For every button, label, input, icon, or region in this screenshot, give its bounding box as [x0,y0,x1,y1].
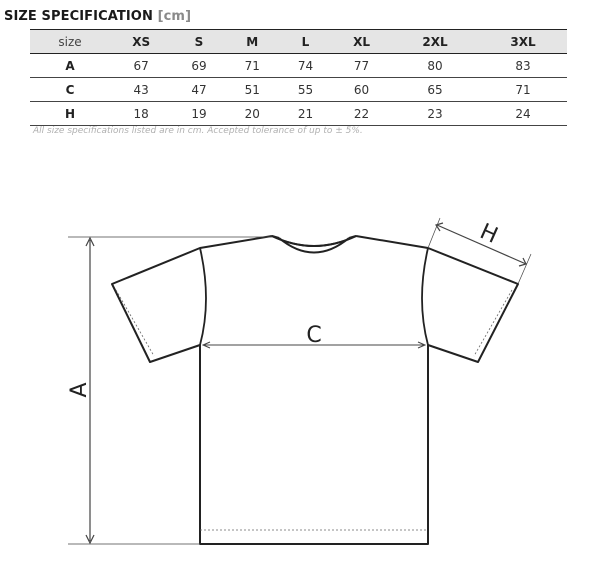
table-cell: 20 [226,102,279,126]
row-label: H [30,102,110,126]
table-cell: 71 [226,54,279,78]
dimension-a [68,237,272,544]
header-cell: 2XL [391,30,479,54]
table-cell: 21 [279,102,332,126]
header-cell: L [279,30,332,54]
table-cell: 77 [332,54,391,78]
tshirt-outline [112,236,518,544]
header-cell: M [226,30,279,54]
table-cell: 23 [391,102,479,126]
title-text: SIZE SPECIFICATION [4,9,153,24]
label-c: C [306,323,322,348]
dimension-h [428,218,531,284]
row-label: C [30,78,110,102]
table-cell: 19 [172,102,225,126]
table-cell: 43 [110,78,172,102]
title-unit: [cm] [157,9,192,24]
table-cell: 47 [172,78,225,102]
header-cell: XL [332,30,391,54]
table-cell: 65 [391,78,479,102]
label-a: A [67,382,92,398]
table-cell: 69 [172,54,225,78]
table-cell: 51 [226,78,279,102]
table-cell: 60 [332,78,391,102]
header-cell: S [172,30,225,54]
collar-band [272,236,356,253]
table-cell: 22 [332,102,391,126]
table-cell: 18 [110,102,172,126]
table-cell: 74 [279,54,332,78]
tolerance-note: All size specifications listed are in cm. Accepted tolerance of up to ± 5%. [33,126,363,136]
header-cell: XS [110,30,172,54]
table-cell: 55 [279,78,332,102]
header-cell: size [30,30,110,54]
table-cell: 71 [479,78,567,102]
table-cell: 24 [479,102,567,126]
table-cell: 83 [479,54,567,78]
table-cell: 80 [391,54,479,78]
row-label: A [30,54,110,78]
label-h: H [476,219,502,249]
header-cell: 3XL [479,30,567,54]
table-cell: 67 [110,54,172,78]
